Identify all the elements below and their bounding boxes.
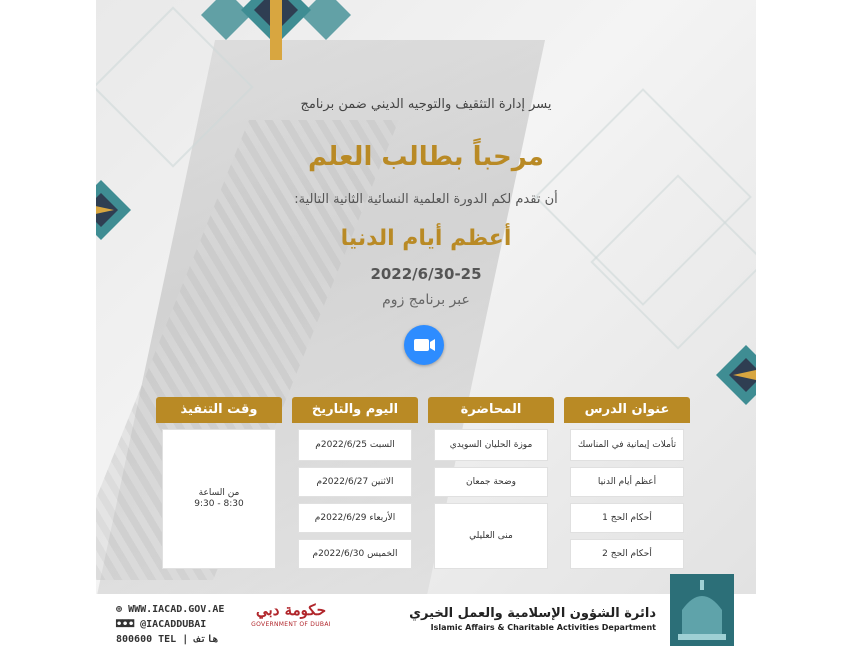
lecturer-cell: وضحة جمعان bbox=[434, 467, 548, 497]
dubai-logo-arabic: حكومة دبي bbox=[256, 601, 326, 619]
lecturer-cell: منى العليلي bbox=[434, 503, 548, 569]
lecturer-column bbox=[428, 397, 554, 572]
lesson-cell: أحكام الحج 1 bbox=[570, 503, 684, 533]
day-header: اليوم والتاريخ bbox=[292, 397, 418, 423]
time-column bbox=[156, 397, 282, 572]
ornament-icon bbox=[196, 0, 356, 70]
social-icons: ◘◘◘ bbox=[116, 619, 135, 630]
lesson-cell: أحكام الحج 2 bbox=[570, 539, 684, 569]
lecturer-cell: موزة الحليان السويدي bbox=[434, 429, 548, 461]
contact-info bbox=[116, 602, 224, 647]
platform-text: عبر برنامج زوم bbox=[382, 292, 470, 308]
department-arabic: دائرة الشؤون الإسلامية والعمل الخيري bbox=[409, 606, 656, 621]
headline: مرحباً بطالب العلم bbox=[308, 142, 544, 172]
phone-number: 800600 TEL | هاتف bbox=[116, 634, 219, 645]
lesson-cell: أعظم أيام الدنيا bbox=[570, 467, 684, 497]
day-cell: الخميس 2022/6/30م bbox=[298, 539, 412, 569]
ornament-icon bbox=[711, 340, 756, 410]
dubai-logo-english: GOVERNMENT OF DUBAI bbox=[251, 621, 331, 628]
day-cell: الاثنين 2022/6/27م bbox=[298, 467, 412, 497]
department-english: Islamic Affairs & Charitable Activities Department bbox=[430, 623, 656, 632]
lesson-column bbox=[564, 397, 690, 572]
intro-text: يسر إدارة التثقيف والتوجيه الديني ضمن برنامج bbox=[300, 97, 552, 112]
department-name bbox=[409, 606, 656, 632]
day-column bbox=[292, 397, 418, 572]
social-row bbox=[116, 617, 224, 632]
lecturer-header: المحاضرة bbox=[428, 397, 554, 423]
dubai-government-logo bbox=[246, 601, 336, 645]
day-cell: السبت 2022/6/25م bbox=[298, 429, 412, 461]
lesson-header: عنوان الدرس bbox=[564, 397, 690, 423]
schedule-table bbox=[156, 397, 690, 572]
course-title: أعظم أيام الدنيا bbox=[340, 226, 512, 251]
time-label: من الساعة bbox=[198, 488, 240, 498]
time-range: 8:30 - 9:30 bbox=[194, 499, 244, 509]
social-handle[interactable]: @IACADDUBAI bbox=[140, 619, 207, 630]
dome-logo-icon bbox=[670, 574, 734, 646]
lesson-cell: تأملات إيمانية في المناسك bbox=[570, 429, 684, 461]
website-link[interactable]: WWW.IACAD.GOV.AE bbox=[128, 604, 225, 615]
course-dates: 2022/6/30-25 bbox=[370, 265, 482, 283]
time-cell bbox=[162, 429, 276, 569]
footer bbox=[96, 594, 756, 660]
website-row bbox=[116, 602, 224, 617]
day-cell: الأربعاء 2022/6/29م bbox=[298, 503, 412, 533]
zoom-camera-icon bbox=[404, 325, 444, 365]
time-header: وقت التنفيذ bbox=[156, 397, 282, 423]
globe-icon: ⊕ bbox=[116, 604, 123, 615]
zoom-button[interactable] bbox=[404, 325, 444, 365]
subline: أن تقدم لكم الدورة العلمية النسائية الثانية التالية: bbox=[294, 192, 558, 207]
